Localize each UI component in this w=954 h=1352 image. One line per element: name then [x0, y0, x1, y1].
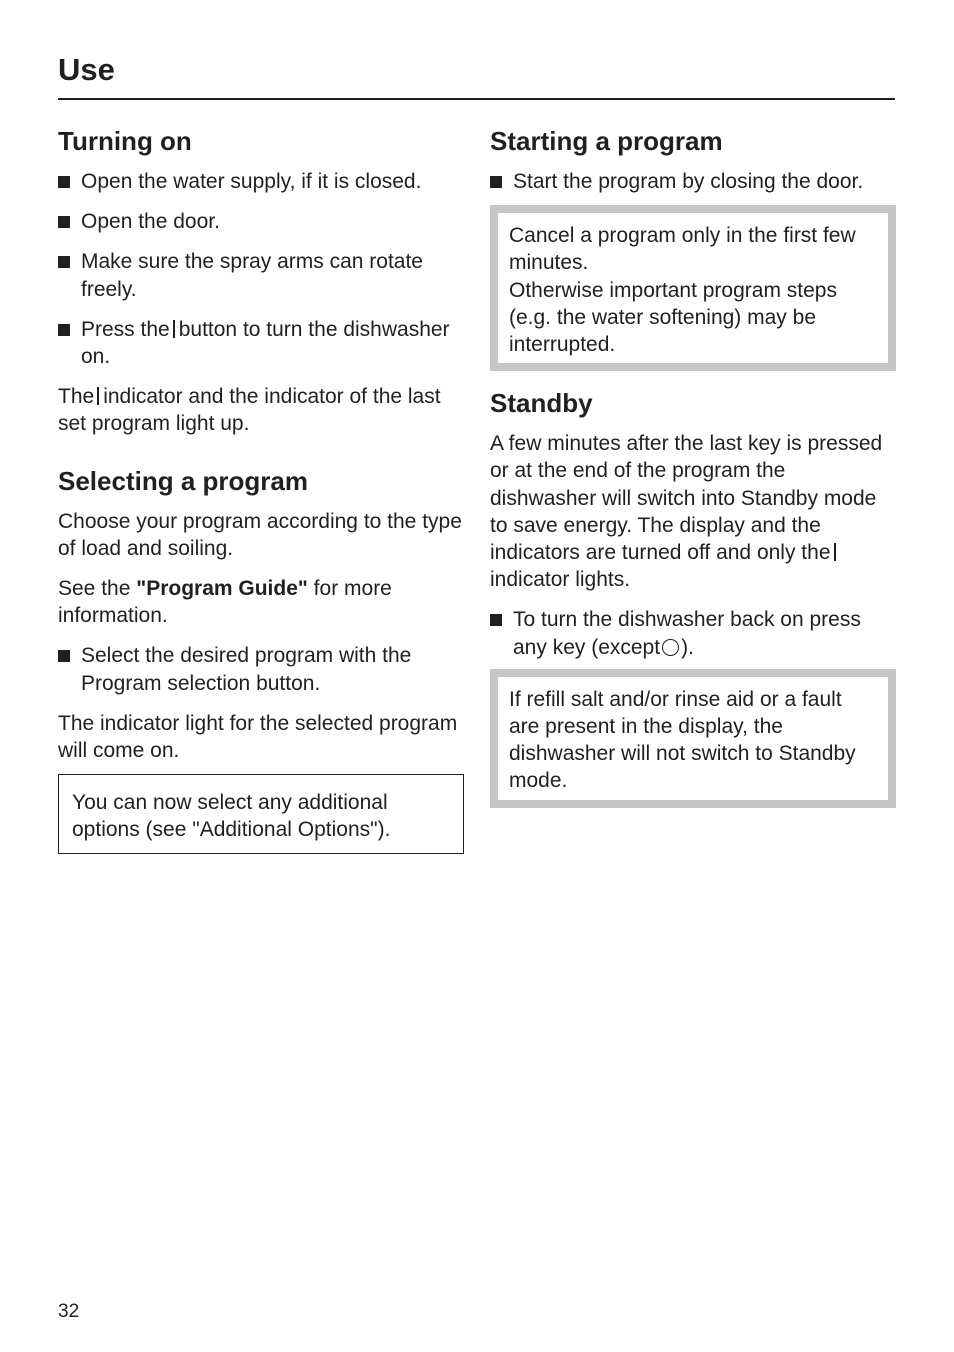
standby-exception-note: If refill salt and/or rinse aid or a fault are present in the display, the dishwasher will not switch to Standby mode.	[490, 669, 896, 808]
selecting-para-1: Choose your program according to the type of load and soiling.	[58, 509, 462, 560]
warning-text: Cancel a program only in the first few minutes.	[509, 224, 856, 275]
standby-heading: Standby	[490, 388, 593, 419]
list-item	[58, 208, 464, 235]
paragraph-text: See the	[58, 577, 137, 601]
list-item-text: Open the water supply, if it is closed.	[81, 170, 422, 193]
list-item-text: Open the door.	[81, 210, 220, 234]
list-item-text: To turn the dishwasher back on press any key (except	[513, 608, 861, 659]
list-item	[58, 248, 464, 302]
starting-list	[490, 168, 896, 195]
starting-program-heading: Starting a program	[490, 126, 723, 156]
turning-on-list	[58, 168, 464, 370]
page-number: 32	[58, 1301, 80, 1322]
square-bullet-icon	[490, 176, 502, 188]
square-bullet-icon	[58, 176, 70, 188]
list-item-text: button to turn the dishwasher on.	[81, 317, 450, 369]
selecting-para-2	[58, 575, 464, 629]
turning-on-section	[58, 122, 464, 438]
list-item	[58, 168, 464, 195]
power-on-icon	[97, 387, 99, 405]
list-item-text: Select the desired program with the Program selection button.	[81, 644, 412, 695]
title-divider	[58, 98, 895, 100]
paragraph-text: A few minutes after the last key is pressed or at the end of the program the dishwasher will switch into Standby mode to save energy. The display and the indicators are turned off and only the	[490, 432, 883, 565]
program-guide-reference: "Program Guide"	[136, 577, 308, 601]
warning-text: Otherwise important program steps (e.g. the water softening) may be interrupted.	[509, 278, 837, 357]
selecting-list	[58, 642, 464, 696]
standby-list	[490, 606, 896, 660]
list-item	[490, 606, 896, 660]
list-item	[490, 168, 896, 195]
square-bullet-icon	[58, 256, 70, 268]
starting-program-section	[490, 122, 896, 371]
page-title: Use	[58, 52, 115, 87]
list-item-text: Make sure the spray arms can rotate freely.	[81, 250, 423, 301]
right-column	[490, 122, 896, 808]
standby-section	[490, 384, 896, 807]
paragraph-text: The	[58, 385, 95, 409]
square-bullet-icon	[58, 216, 70, 228]
selecting-program-section	[58, 462, 464, 854]
turning-on-heading: Turning on	[58, 126, 192, 156]
list-item-text: Press the	[81, 317, 170, 341]
cancel-program-warning	[490, 205, 896, 371]
list-item-text: ).	[681, 635, 694, 659]
paragraph-text: for more information.	[58, 577, 392, 628]
square-bullet-icon	[58, 650, 70, 662]
standby-para	[490, 430, 896, 593]
square-bullet-icon	[58, 324, 70, 336]
power-on-icon	[834, 543, 836, 561]
power-off-circle-icon	[662, 639, 679, 656]
selecting-program-heading: Selecting a program	[58, 465, 308, 496]
list-item-text: Start the program by closing the door.	[513, 170, 864, 193]
left-column	[58, 122, 464, 854]
square-bullet-icon	[490, 614, 502, 626]
selecting-para-3: The indicator light for the selected program will come on.	[58, 711, 458, 763]
power-on-icon	[173, 320, 175, 338]
list-item	[58, 316, 464, 370]
list-item	[58, 642, 464, 696]
turning-on-note	[58, 383, 464, 437]
paragraph-text: indicator lights.	[490, 568, 631, 592]
additional-options-note: You can now select any additional options (see "Additional Options").	[58, 774, 464, 853]
paragraph-text: indicator and the indicator of the last set program light up.	[58, 385, 441, 436]
